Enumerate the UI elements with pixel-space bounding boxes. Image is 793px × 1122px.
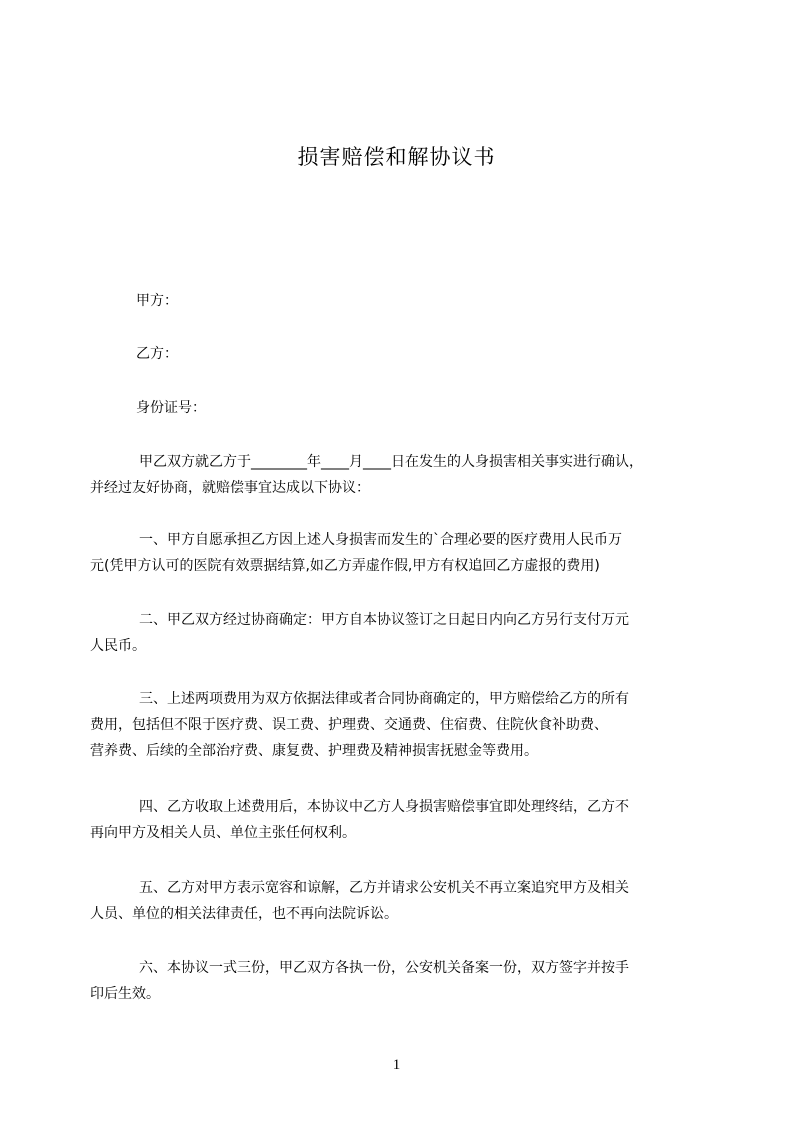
intro-paragraph: 甲乙双方就乙方于________年____月____日在发生的人身损害相关事实进行确认， 并经过友好协商，就赔偿事宜达成以下协议：	[90, 454, 643, 496]
page-number: 1	[392, 1057, 401, 1073]
party-a-label: 甲方：	[136, 293, 178, 309]
id-number-label: 身份证号：	[136, 400, 206, 416]
clause-4-paragraph: 四、乙方收取上述费用后，本协议中乙方人身损害赔偿事宜即处理终结，乙方不 再向甲方及相关人员、单位主张任何权利。	[90, 799, 629, 841]
clause-1-paragraph: 一、甲方自愿承担乙方因上述人身损害而发生的`合理必要的医疗费用人民币万 元(凭甲方认可的医院有效票据结算,如乙方弄虚作假,甲方有权追回乙方虚报的费用)	[90, 532, 622, 574]
clause-5-paragraph: 五、乙方对甲方表示宽容和谅解，乙方并请求公安机关不再立案追究甲方及相关 人员、单位的相关法律责任，也不再向法院诉讼。	[90, 880, 629, 922]
clause-2-paragraph: 二、甲乙双方经过协商确定：甲方自本协议签订之日起日内向乙方另行支付万元 人民币。	[90, 612, 629, 654]
clause-3-paragraph: 三、上述两项费用为双方依据法律或者合同协商确定的，甲方赔偿给乙方的所有 费用，包括但不限于医疗费、误工费、护理费、交通费、住宿费、住院伙食补助费、 营养费、后续的全部治疗费、康复费、护理费及精神损害抚慰金等费用。	[90, 691, 629, 759]
clause-6-paragraph: 六、本协议一式三份，甲乙双方各执一份，公安机关备案一份，双方签字并按手 印后生效。	[90, 960, 629, 1002]
document-title: 损害赔偿和解协议书	[297, 145, 496, 169]
party-b-label: 乙方：	[136, 346, 178, 362]
